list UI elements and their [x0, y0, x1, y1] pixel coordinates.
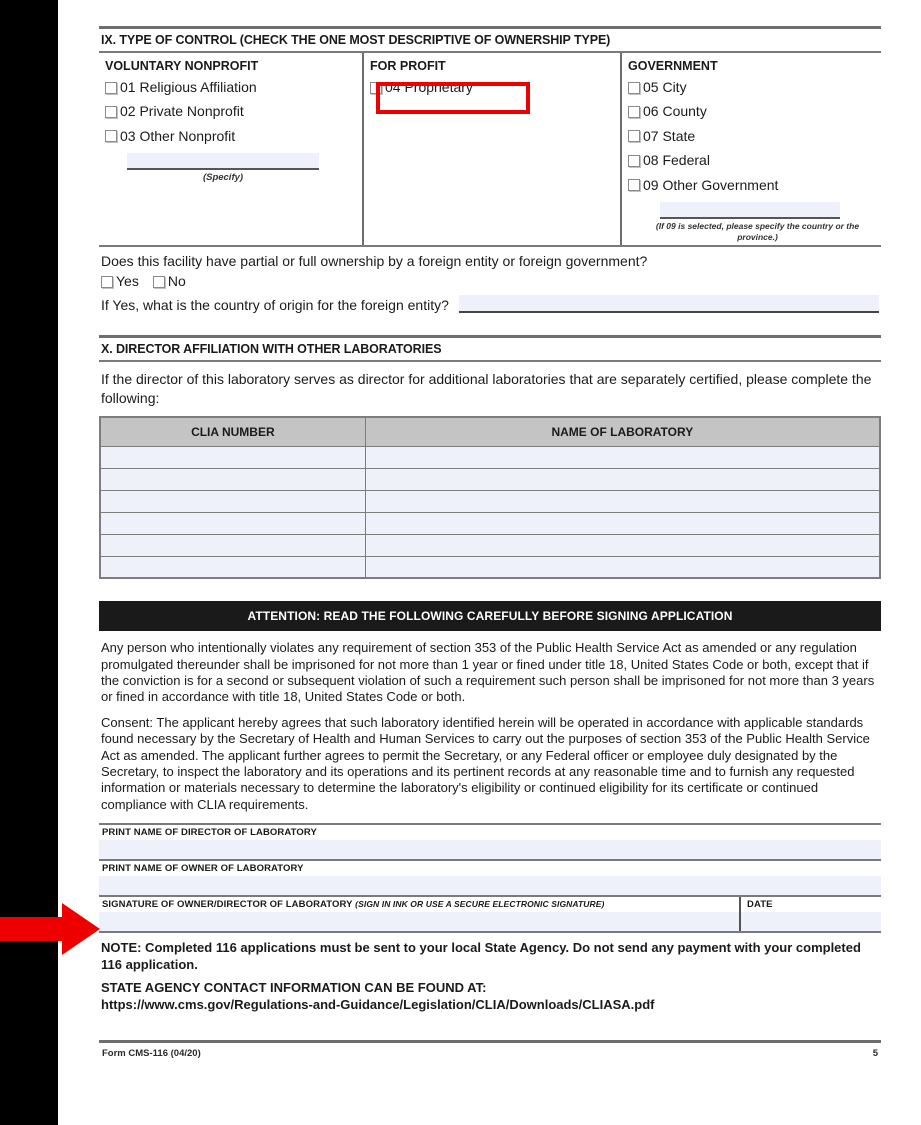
specify-government-field-wrap [660, 202, 840, 219]
checkbox-label-foreign-yes: Yes [116, 273, 139, 289]
checkbox-row-02[interactable] [105, 104, 358, 119]
label-print-name-of-director: PRINT NAME OF DIRECTOR OF LABORATORY [102, 827, 317, 839]
table-row [100, 512, 880, 534]
column-heading-government: GOVERNMENT [628, 59, 718, 73]
note-completed-applications: NOTE: Completed 116 applications must be sent to your local State Agency. Do not send any payment with your completed 116 application. [101, 940, 861, 972]
field-signature-owner-director [99, 897, 741, 931]
checkbox-05-city[interactable] [628, 82, 640, 94]
footer-page-number: 5 [872, 1047, 878, 1059]
checkbox-02-private-nonprofit[interactable] [105, 106, 117, 118]
checkbox-03-other-nonprofit[interactable] [105, 130, 117, 142]
cell-lab-name[interactable] [365, 534, 880, 556]
checkbox-row-09[interactable] [628, 178, 877, 193]
input-print-name-of-director[interactable] [99, 840, 881, 859]
foreign-entity-yes-no-row [99, 273, 881, 293]
column-for-profit [362, 53, 620, 245]
footer-form-id: Form CMS-116 (04/20) [102, 1047, 201, 1059]
column-government [620, 53, 881, 245]
specify-government-underline [660, 217, 840, 219]
section-ix-title: IX. TYPE OF CONTROL (CHECK THE ONE MOST DESCRIPTIVE OF OWNERSHIP TYPE) [101, 33, 611, 47]
column-voluntary-nonprofit [99, 53, 362, 245]
specify-nonprofit-input[interactable] [127, 153, 319, 168]
checkbox-label-09: 09 Other Government [643, 176, 779, 193]
checkbox-01-religious-affiliation[interactable] [105, 82, 117, 94]
cell-lab-name[interactable] [365, 512, 880, 534]
table-row [100, 468, 880, 490]
government-specify-caption: (If 09 is selected, please specify the country or the province.) [655, 220, 860, 242]
attention-paragraph-1: Any person who intentionally violates any requirement of section 353 of the Public Health Service Act as amended or any regulation promulgated thereunder shall be imprisoned for not more than 1 year or fined under title 18, United States Code or both, except that if the conviction is for a second or subsequent violation of such a requirement such person shall be imprisoned for not more than 3 years or fined in accordance with title 18, United States Code or both. [101, 640, 875, 705]
checkbox-foreign-no[interactable] [153, 276, 165, 288]
cell-clia-number[interactable] [100, 534, 365, 556]
checkbox-label-foreign-no: No [167, 273, 186, 289]
checkbox-foreign-yes[interactable] [101, 276, 113, 288]
checkbox-09-other-government[interactable] [628, 179, 640, 191]
checkbox-label-02: 02 Private Nonprofit [120, 103, 244, 120]
column-heading-for-profit: FOR PROFIT [370, 59, 446, 73]
checkbox-06-county[interactable] [628, 106, 640, 118]
cell-clia-number[interactable] [100, 468, 365, 490]
cell-clia-number[interactable] [100, 556, 365, 578]
checkbox-label-03: 03 Other Nonprofit [120, 127, 236, 144]
state-agency-heading: STATE AGENCY CONTACT INFORMATION CAN BE FOUND AT: [101, 980, 487, 996]
table-row [100, 490, 880, 512]
foreign-entity-origin-row [99, 293, 881, 319]
page-footer [99, 1043, 881, 1059]
checkbox-04-proprietary[interactable] [370, 82, 382, 94]
label-print-name-of-owner: PRINT NAME OF OWNER OF LABORATORY [102, 863, 304, 875]
checkbox-row-07[interactable] [628, 129, 877, 144]
cell-lab-name[interactable] [365, 468, 880, 490]
checkbox-row-06[interactable] [628, 104, 877, 119]
cell-clia-number[interactable] [100, 490, 365, 512]
checkbox-label-05: 05 City [643, 79, 687, 95]
form-content [99, 0, 881, 1059]
section-x-intro: If the director of this laboratory serves as director for additional laboratories that are separately certified, please complete the following: [101, 371, 872, 406]
checkbox-label-07: 07 State [643, 127, 696, 144]
cell-lab-name[interactable] [365, 556, 880, 578]
section-x-title: X. DIRECTOR AFFILIATION WITH OTHER LABORATORIES [101, 342, 442, 357]
label-signature-italic-note: (SIGN IN INK OR USE A SECURE ELECTRONIC SIGNATURE) [355, 899, 605, 910]
checkbox-label-08: 08 Federal [643, 152, 710, 169]
left-black-gutter [0, 0, 58, 1125]
column-header-clia-number: CLIA NUMBER [100, 417, 365, 447]
signature-and-date-row [99, 897, 881, 931]
cell-clia-number[interactable] [100, 446, 365, 468]
specify-nonprofit-field-wrap [127, 153, 319, 183]
laboratory-affiliation-table [99, 416, 881, 580]
column-header-name-of-laboratory: NAME OF LABORATORY [365, 417, 880, 447]
field-print-name-of-owner [99, 861, 881, 895]
table-row [100, 534, 880, 556]
column-heading-voluntary-nonprofit: VOLUNTARY NONPROFIT [105, 59, 259, 73]
label-date: DATE [747, 899, 773, 911]
specify-government-input[interactable] [660, 202, 840, 217]
checkbox-row-03[interactable] [105, 129, 358, 144]
cell-clia-number[interactable] [100, 512, 365, 534]
attention-banner: ATTENTION: READ THE FOLLOWING CAREFULLY BEFORE SIGNING APPLICATION [99, 601, 881, 631]
checkbox-row-01[interactable] [105, 80, 358, 95]
checkbox-08-federal[interactable] [628, 155, 640, 167]
form-sheet [58, 0, 921, 1125]
checkbox-row-foreign-yes[interactable] [101, 274, 139, 289]
checkbox-row-05[interactable] [628, 80, 877, 95]
signature-block [99, 823, 881, 933]
foreign-entity-origin-field-wrap [459, 295, 879, 313]
attention-paragraph-2: Consent: The applicant hereby agrees that such laboratory identified herein will be operated in accordance with applicable standards found necessary by the Secretary of Health and Human Services to carry out the purposes of section 353 of the Public Health Service Act as amended. The applicant further agrees to permit the Secretary, or any Federal officer or employee duly designated by the Secretary, to inspect the laboratory and its operations and its pertinent records at any reasonable time and to furnish any requested information or materials necessary to determine the laboratory's eligibility or continued eligibility for its certificate or continued compliance with CLIA requirements. [101, 714, 870, 812]
checkbox-label-01: 01 Religious Affiliation [120, 79, 257, 95]
input-date[interactable] [741, 912, 881, 931]
label-signature-owner-director [99, 897, 739, 912]
checkbox-row-04[interactable] [370, 80, 616, 95]
checkbox-label-04: 04 Proprietary [385, 79, 473, 95]
input-print-name-of-owner[interactable] [99, 876, 881, 895]
foreign-entity-origin-underline [459, 311, 879, 313]
foreign-entity-origin-input[interactable] [459, 295, 879, 311]
field-date [741, 897, 881, 931]
specify-nonprofit-underline [127, 168, 319, 170]
table-row [100, 446, 880, 468]
checkbox-row-08[interactable] [628, 153, 877, 168]
foreign-entity-origin-question: If Yes, what is the country of origin for the foreign entity? [101, 297, 449, 314]
field-print-name-of-director [99, 825, 881, 859]
checkbox-label-06: 06 County [643, 103, 707, 120]
checkbox-07-state[interactable] [628, 130, 640, 142]
checkbox-row-foreign-no[interactable] [153, 274, 186, 289]
label-signature-main: SIGNATURE OF OWNER/DIRECTOR OF LABORATORY [102, 899, 353, 911]
specify-caption: (Specify) [202, 172, 244, 184]
input-signature[interactable] [99, 912, 739, 931]
type-of-control-grid [99, 53, 881, 245]
table-header-row [100, 417, 880, 447]
table-row [100, 556, 880, 578]
cell-lab-name[interactable] [365, 490, 880, 512]
state-agency-url[interactable]: https://www.cms.gov/Regulations-and-Guidance/Legislation/CLIA/Downloads/CLIASA.pdf [101, 996, 655, 1012]
cell-lab-name[interactable] [365, 446, 880, 468]
foreign-entity-question: Does this facility have partial or full ownership by a foreign entity or foreign government? [101, 253, 648, 269]
